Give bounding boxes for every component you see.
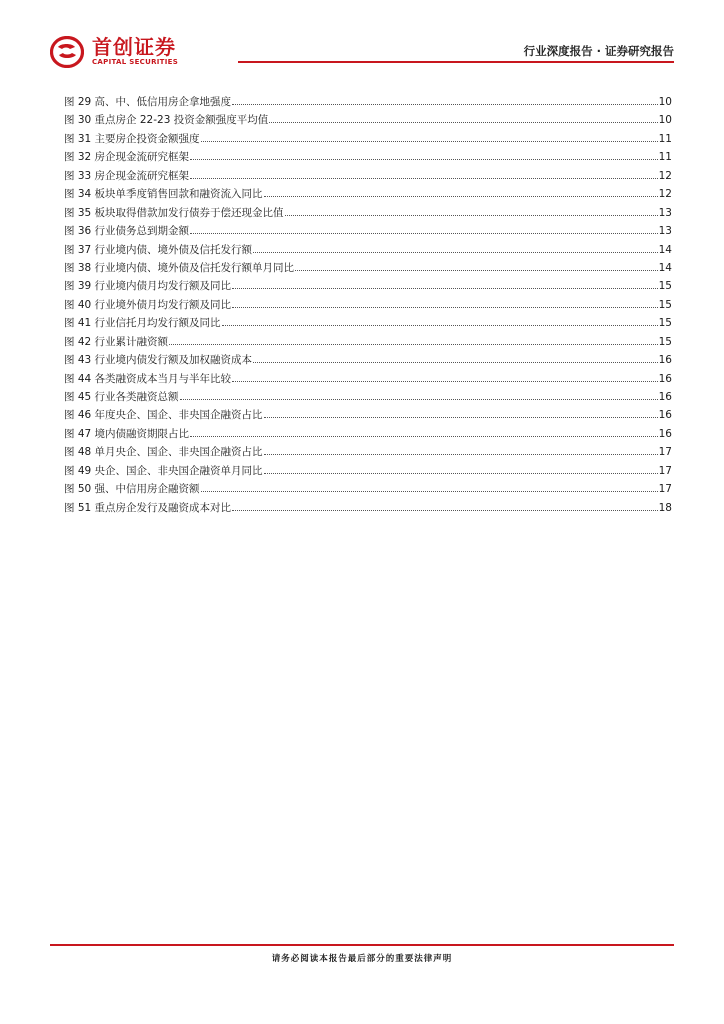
figure-list-item[interactable]	[64, 277, 672, 295]
figure-list-item[interactable]	[64, 370, 672, 388]
figure-title: 图 34 板块单季度销售回款和融资流入同比	[64, 188, 263, 201]
figure-title: 图 36 行业债务总到期金额	[64, 225, 190, 238]
figure-title: 图 39 行业境内债月均发行额及同比	[64, 280, 232, 293]
figure-list-item[interactable]	[64, 406, 672, 424]
dot-leader	[264, 473, 658, 474]
figure-title: 图 37 行业境内债、境外债及信托发行额	[64, 243, 253, 256]
figure-title: 图 47 境内债融资期限占比	[64, 427, 190, 440]
page-number: 15	[658, 298, 672, 311]
dot-leader	[295, 270, 658, 271]
figure-list-item[interactable]	[64, 388, 672, 406]
page-number: 10	[658, 96, 672, 108]
page-number: 14	[658, 243, 672, 256]
dot-leader	[190, 159, 658, 160]
figure-list-item[interactable]	[64, 241, 672, 259]
figure-title: 图 38 行业境内债、境外债及信托发行额单月同比	[64, 261, 295, 274]
dot-leader	[222, 325, 658, 326]
page-number: 15	[658, 280, 672, 293]
dot-leader	[201, 491, 658, 492]
figure-list-item[interactable]	[64, 296, 672, 314]
capital-securities-logo	[50, 34, 250, 70]
page-number: 16	[658, 391, 672, 403]
dot-leader	[253, 362, 658, 363]
page-number: 10	[658, 114, 672, 127]
figure-list-item[interactable]	[64, 148, 672, 166]
dot-leader	[232, 510, 658, 511]
figure-title: 图 44 各类融资成本当月与半年比较	[64, 372, 232, 385]
page-number: 16	[658, 427, 672, 440]
page-number: 13	[658, 225, 672, 238]
dot-leader	[190, 233, 658, 234]
dot-leader	[201, 141, 658, 142]
page-header	[50, 34, 674, 70]
header-divider	[238, 61, 674, 63]
page-number: 17	[658, 464, 672, 477]
page-number: 11	[658, 132, 672, 145]
figure-list-item[interactable]	[64, 111, 672, 129]
logo-mark-icon	[50, 36, 84, 68]
figure-list-item[interactable]	[64, 130, 672, 148]
figure-list-item[interactable]	[64, 480, 672, 498]
dot-leader	[190, 178, 658, 179]
figure-title: 图 40 行业境外债月均发行额及同比	[64, 298, 232, 311]
figure-list-item[interactable]	[64, 333, 672, 351]
page-number: 18	[658, 501, 672, 514]
figure-title: 图 33 房企现金流研究框架	[64, 169, 190, 182]
figure-list-item[interactable]	[64, 314, 672, 332]
dot-leader	[253, 252, 658, 253]
page-number: 12	[658, 169, 672, 182]
page-number: 16	[658, 354, 672, 367]
page-number: 11	[658, 151, 672, 164]
figure-title: 图 35 板块取得借款加发行债券于偿还现金比值	[64, 206, 284, 219]
page-number: 12	[658, 188, 672, 201]
figure-title: 图 29 高、中、低信用房企拿地强度	[64, 96, 232, 108]
figure-title: 图 43 行业境内债发行额及加权融资成本	[64, 354, 253, 367]
figure-title: 图 50 强、中信用房企融资额	[64, 483, 200, 496]
figure-title: 图 51 重点房企发行及融资成本对比	[64, 501, 232, 514]
dot-leader	[190, 436, 658, 437]
report-type-title: 行业深度报告 · 证券研究报告	[523, 44, 674, 58]
logo-english-name: CAPITAL SECURITIES	[92, 58, 179, 66]
page-number: 14	[658, 261, 672, 274]
figure-title: 图 45 行业各类融资总额	[64, 391, 179, 403]
figure-list-item[interactable]	[64, 167, 672, 185]
figure-list	[64, 93, 672, 517]
page-number: 13	[658, 206, 672, 219]
figure-list-item[interactable]	[64, 425, 672, 443]
figure-list-item[interactable]	[64, 259, 672, 277]
dot-leader	[232, 307, 658, 308]
figure-title: 图 42 行业累计融资额	[64, 335, 169, 348]
footer-divider	[50, 944, 674, 946]
dot-leader	[269, 122, 657, 123]
dot-leader	[232, 104, 658, 105]
page-number: 15	[658, 317, 672, 330]
dot-leader	[232, 288, 658, 289]
dot-leader	[232, 381, 658, 382]
page-number: 16	[658, 409, 672, 422]
figure-list-item[interactable]	[64, 204, 672, 222]
figure-list-item[interactable]	[64, 351, 672, 369]
dot-leader	[180, 399, 658, 400]
dot-leader	[169, 344, 658, 345]
figure-title: 图 46 年度央企、国企、非央国企融资占比	[64, 409, 263, 422]
dot-leader	[285, 215, 658, 216]
page-number: 17	[658, 446, 672, 459]
logo-chinese-name: 首创证券	[92, 35, 176, 59]
figure-title: 图 32 房企现金流研究框架	[64, 151, 190, 164]
figure-list-item[interactable]	[64, 93, 672, 111]
dot-leader	[264, 196, 658, 197]
legal-disclaimer-footer: 请务必阅读本报告最后部分的重要法律声明	[271, 954, 453, 964]
figure-list-item[interactable]	[64, 499, 672, 517]
figure-title: 图 30 重点房企 22-23 投资金额强度平均值	[64, 114, 269, 127]
figure-list-item[interactable]	[64, 462, 672, 480]
figure-list-item[interactable]	[64, 443, 672, 461]
figure-list-item[interactable]	[64, 185, 672, 203]
page-number: 17	[658, 483, 672, 496]
figure-list-item[interactable]	[64, 222, 672, 240]
figure-title: 图 49 央企、国企、非央国企融资单月同比	[64, 464, 263, 477]
figure-title: 图 31 主要房企投资金额强度	[64, 132, 200, 145]
page-number: 16	[658, 372, 672, 385]
figure-title: 图 48 单月央企、国企、非央国企融资占比	[64, 446, 263, 459]
dot-leader	[264, 417, 658, 418]
figure-title: 图 41 行业信托月均发行额及同比	[64, 317, 221, 330]
dot-leader	[264, 454, 658, 455]
page-number: 15	[658, 335, 672, 348]
